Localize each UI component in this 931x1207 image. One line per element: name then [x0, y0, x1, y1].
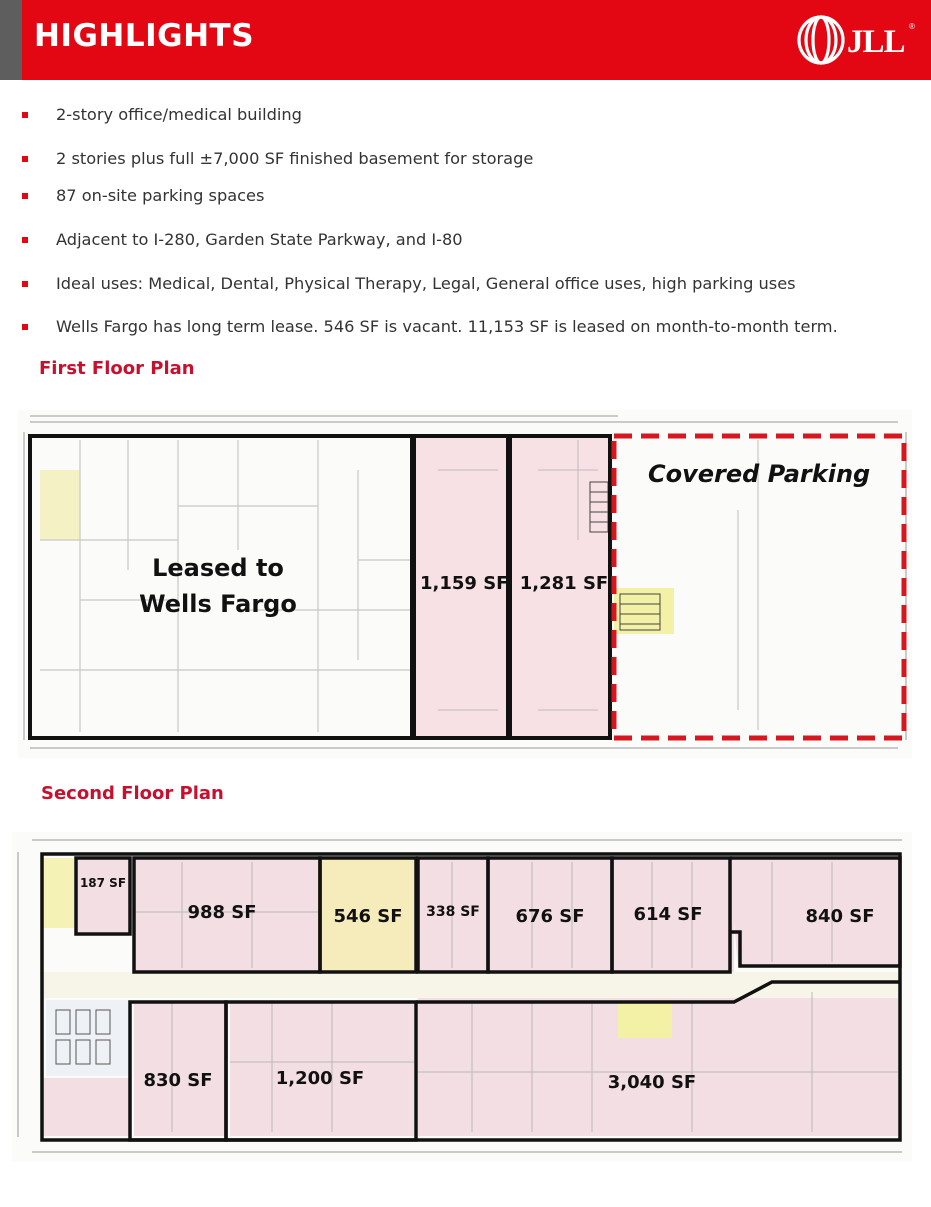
suite-area-label: 1,159 SF [420, 573, 509, 594]
suite-area-label: 187 SF [79, 876, 127, 890]
header-bar [0, 0, 931, 80]
suite-area-label: 830 SF [143, 1070, 213, 1091]
bullet-marker [22, 193, 28, 199]
bullet-marker [22, 281, 28, 287]
suite-area-label: 840 SF [805, 906, 875, 927]
logo-registered-mark: ® [909, 22, 915, 31]
suite-area-label: 546 SF [333, 906, 403, 927]
covered-parking-label: Covered Parking [648, 460, 871, 488]
first-floor-plan [18, 410, 912, 758]
second-floor-drawing [12, 832, 912, 1162]
wells-fargo-label [128, 550, 308, 622]
list-item-text: Ideal uses: Medical, Dental, Physical Therapy, Legal, General office uses, high parking uses [56, 274, 796, 293]
bullet-marker [22, 324, 28, 330]
suite-area-label: 1,281 SF [519, 573, 609, 594]
tenant-line-2: Wells Fargo [139, 590, 297, 618]
suite-area-label: 1,200 SF [275, 1068, 365, 1089]
jll-logo-mark [795, 14, 847, 66]
second-floor-title: Second Floor Plan [41, 783, 224, 804]
bullet-marker [22, 237, 28, 243]
list-item-text: Adjacent to I-280, Garden State Parkway, and I-80 [56, 230, 463, 249]
header-tab [0, 0, 22, 80]
logo-text: JLL [847, 24, 905, 60]
first-floor-title: First Floor Plan [39, 358, 195, 379]
jll-logo [795, 14, 921, 66]
bullet-marker [22, 112, 28, 118]
page-title: HIGHLIGHTS [34, 18, 255, 54]
suite-area-label: 338 SF [426, 904, 480, 920]
suite-area-label: 614 SF [633, 904, 703, 925]
list-item-text: 87 on-site parking spaces [56, 186, 265, 205]
suite-area-label: 676 SF [515, 906, 585, 927]
list-item-text: 2 stories plus full ±7,000 SF finished basement for storage [56, 149, 534, 168]
list-item-text: 2-story office/medical building [56, 105, 302, 124]
tenant-line-1: Leased to [152, 554, 284, 582]
bullet-marker [22, 156, 28, 162]
list-item-text: Wells Fargo has long term lease. 546 SF is vacant. 11,153 SF is leased on month-to-month term. [56, 317, 838, 336]
suite-area-label: 3,040 SF [607, 1072, 697, 1093]
suite-area-label: 988 SF [187, 902, 257, 923]
second-floor-plan [12, 832, 912, 1162]
